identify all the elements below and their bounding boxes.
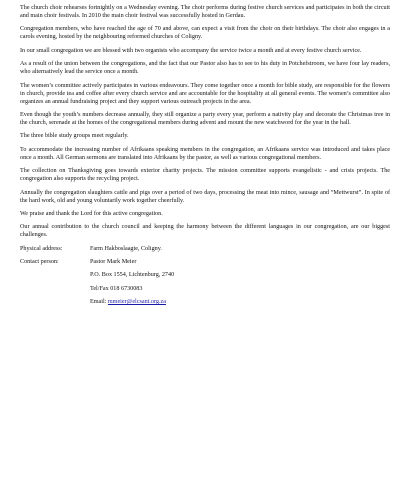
contact-person-name: Pastor Mark Meier	[90, 259, 137, 266]
document-page	[20, 4, 390, 312]
contact-person-label: Contact person:	[20, 259, 59, 266]
paragraph-slaughtering: Annually the congregation slaughters cattle and pigs over a period of two days, processing the meat into mince, sausage and “Mettwurst”. In spite of the hard work, old and young voluntarily work together cheerfully.	[20, 189, 390, 204]
paragraph-choir: The church choir rehearses fortnightly on a Wednesday evening. The choir performs during festive church services and participates in both the circuit and main choir festivals. In 2010 the main choir festival was successfully hosted in Gerdau.	[20, 5, 390, 19]
email-label: Email:	[90, 299, 108, 306]
paragraph-thanksgiving: The collection on Thanksgiving goes towards exterior charity projects. The mission committee supports evangelistic - and crisis projects. The congregation also supports the recycling project.	[20, 168, 390, 183]
paragraph-praise: We praise and thank the Lord for this active congregation.	[20, 210, 163, 217]
telfax: Tel/Fax 018 6730083	[90, 285, 143, 292]
paragraph-birthday-visits: Congregation members, who have reached the age of 70 and above, can expect a visit from the choir on their birthdays. The choir also engages in a carols evening, hosted by the neighbouring reformed churches of Coligny.	[20, 26, 390, 41]
address-label: Physical address:	[20, 245, 63, 252]
paragraph-youth: Even though the youth’s numbers decrease annually, they still organize a party every year, perform a nativity play and decorate the Christmas tree in the church, serenade at the homes of the congregational members during advent and mount the new watchword for the year in the hall.	[20, 111, 390, 126]
email-line	[90, 298, 390, 306]
contact-block	[20, 245, 390, 307]
address-value: Farm Hakboslaagte, Coligny.	[90, 245, 162, 252]
contact-details	[90, 258, 390, 306]
paragraph-afrikaans-service: To accommodate the increasing number of Afrikaans speaking members in the congregation, an Afrikaans service was introduced and takes place once a month. All German sermons are translated into Afrikaans by the pastor, as well as various congregational members.	[20, 146, 390, 161]
paragraph-bible-study: The three bible study groups meet regularly.	[20, 133, 129, 140]
address-row	[20, 245, 390, 253]
po-box: P.O. Box 1554, Lichtenburg, 2740	[90, 272, 175, 279]
paragraph-lay-readers: As a result of the union between the congregations, and the fact that our Pastor also has to see to his duty in Potchefstroom, we have four lay readers, who alternatively lead the service once a month.	[20, 61, 390, 76]
email-link[interactable]: mmeier@elcsant.org.za	[107, 299, 166, 306]
paragraph-organists: In our small congregation we are blessed with two organists who accompany the service twice a month and at every festive church service.	[20, 47, 362, 54]
paragraph-womens-committee: The women’s committee actively participates in various endeavours. They come together once a month for bible study, are responsible for the flowers in church, provide tea and coffee after every church service and are accountable for the hospitality at all general events. The women’s committee also organizes an annual fundraising project and they support various outreach projects in the area.	[20, 82, 390, 105]
paragraph-challenges: Our annual contribution to the church council and keeping the harmony between the different languages in our congregation, are our biggest challenges.	[20, 224, 390, 239]
contact-person-row	[20, 258, 390, 306]
